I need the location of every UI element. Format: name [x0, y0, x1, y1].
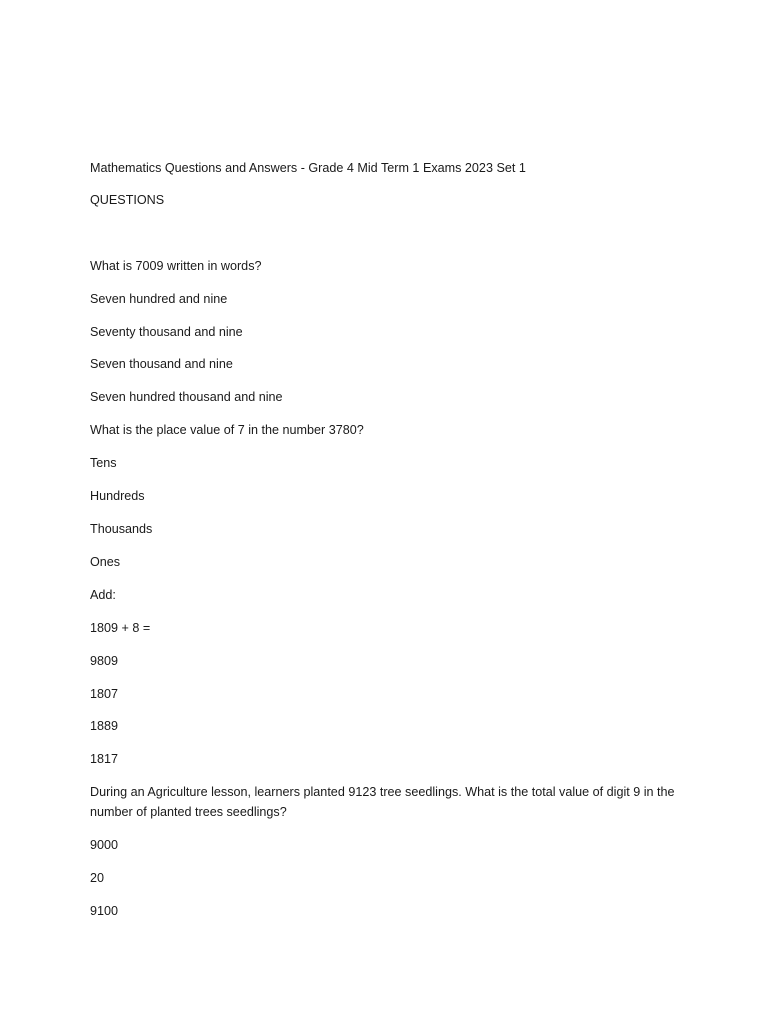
question-1-option: Seven hundred thousand and nine [90, 390, 283, 404]
question-1-text: What is 7009 written in words? [90, 259, 262, 273]
question-2-option: Tens [90, 456, 117, 470]
question-3-option: 1889 [90, 719, 119, 733]
question-1-option: Seven hundred and nine [90, 292, 228, 306]
question-4-option: 9100 [90, 904, 119, 918]
document-title: Mathematics Questions and Answers - Grade 4 Mid Term 1 Exams 2023 Set 1 [90, 161, 526, 175]
question-4-text: During an Agriculture lesson, learners planted 9123 tree seedlings. What is the total value of digit 9 in the number of planted trees seedlings? [90, 785, 675, 819]
section-heading: QUESTIONS [90, 193, 165, 207]
question-2-option: Thousands [90, 522, 153, 536]
question-3-expression: 1809 + 8 = [90, 621, 151, 635]
question-1-option: Seven thousand and nine [90, 357, 233, 371]
question-3-instruction: Add: [90, 588, 116, 602]
question-3-option: 1807 [90, 687, 119, 701]
question-2-option: Ones [90, 555, 121, 569]
question-3-option: 9809 [90, 654, 119, 668]
question-2-option: Hundreds [90, 489, 145, 503]
question-1-option: Seventy thousand and nine [90, 325, 243, 339]
question-3-option: 1817 [90, 752, 119, 766]
question-4-option: 20 [90, 871, 105, 885]
question-4-option: 9000 [90, 838, 119, 852]
question-2-text: What is the place value of 7 in the number 3780? [90, 423, 364, 437]
